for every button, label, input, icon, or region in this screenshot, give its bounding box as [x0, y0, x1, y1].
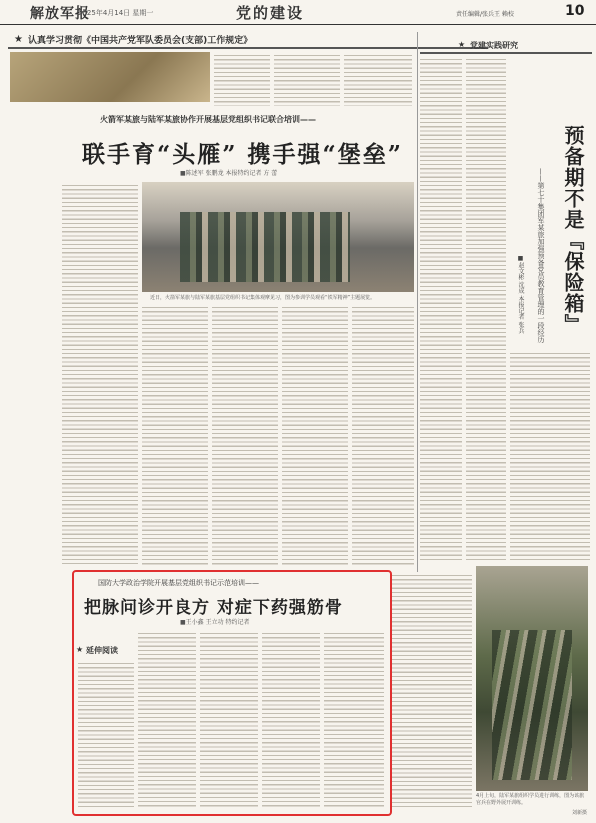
- right-vertical-title: 预备期不是『保险箱』: [561, 125, 585, 335]
- main-text-col-1: [62, 182, 138, 567]
- bottom-photo-caption: 4月上旬，陆军某旅组织学员进行训练，图为该旅官兵在野外展开训练。: [476, 793, 585, 806]
- main-article-byline: ■陈述军 张鹏龙 本报特约记者 方 蕾: [180, 170, 278, 177]
- page-number: 10: [565, 3, 585, 19]
- main-article-subtitle: 火箭军某旅与陆军某旅协作开展基层党组织书记联合培训——: [100, 115, 316, 124]
- feature-text-col-1: [214, 52, 270, 106]
- right-vertical-byline: ■赵文彬 沈成 本报记者 张兵: [517, 255, 524, 334]
- reading-tag: 延伸阅读: [86, 646, 118, 655]
- bottom-text-col-5: [324, 630, 384, 808]
- bottom-article-byline: ■王小鑫 王立功 特约记者: [180, 619, 250, 626]
- photo-credit: 刘新摄: [572, 810, 588, 816]
- bottom-text-col-4: [262, 630, 320, 808]
- right-text-col-1: [420, 56, 462, 561]
- bottom-text-col-3: [200, 630, 258, 808]
- feature-text-col-2: [274, 52, 340, 106]
- main-text-col-4: [282, 304, 348, 567]
- main-article-title: 联手育“头雁” 携手强“堡垒”: [82, 141, 403, 168]
- feature-banner-title: 认真学习贯彻《中国共产党军队委员会(支部)工作规定》: [28, 36, 253, 46]
- feature-image: [10, 52, 210, 102]
- bottom-article-title: 把脉问诊开良方 对症下药强筋骨: [84, 598, 343, 618]
- right-column-heading: 党建实践研究: [470, 41, 518, 50]
- masthead: 解放军报: [30, 6, 90, 22]
- photo-figures: [180, 212, 350, 282]
- photo-figures: [492, 630, 572, 780]
- header-date: 2025年4月14日 星期一: [78, 9, 154, 17]
- column-divider: [417, 32, 418, 572]
- star-icon: ★: [76, 645, 84, 654]
- feature-text-col-3: [344, 52, 412, 106]
- right-text-col-2: [466, 56, 506, 561]
- bottom-text-col-6: [392, 572, 472, 808]
- bottom-article-subtitle: 国防大学政治学院开展基层党组织书记示范培训——: [98, 579, 259, 587]
- star-icon: ★: [14, 34, 23, 45]
- right-text-col-3: [510, 350, 590, 560]
- bottom-text-col-2: [138, 630, 196, 808]
- editors-credit: 责任编辑/张兵王 赖校: [456, 11, 514, 18]
- bottom-text-col-1: [78, 660, 134, 808]
- section-title: 党的建设: [236, 4, 305, 22]
- star-icon: ★: [458, 40, 466, 49]
- main-photo-caption: 近日，火箭军某旅与陆军某旅基层党组织书记集体观摩见习，图为参训学员观看“铁军精神”主题展览。: [150, 295, 376, 301]
- right-vertical-subtitle: ——第七十集团军某旅加强预备党员教育管理的一段经历: [537, 168, 545, 343]
- main-text-col-2: [142, 304, 208, 567]
- main-text-col-3: [212, 304, 278, 567]
- main-text-col-5: [352, 304, 414, 567]
